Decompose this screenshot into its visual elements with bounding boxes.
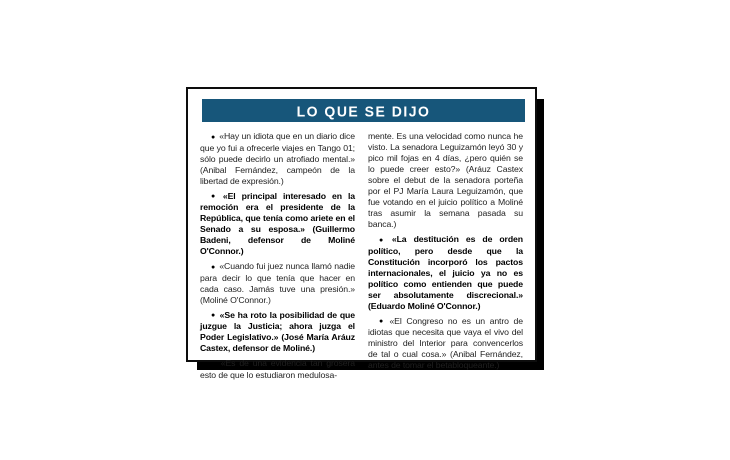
clipping-title: LO QUE SE DIJO [296, 102, 431, 119]
quote-paragraph [200, 358, 355, 381]
bullet-icon: ● [211, 263, 216, 271]
clipping-title-bar [202, 99, 525, 122]
quote-text: «Hay un idiota que en un diario dice que yo fui a ofrecerle viajes en Tango 01; sólo puede decirlo un atrofiado mental.» (Anibal Fernández, campeón de la libertad de expresión.) [200, 131, 355, 186]
clipping-body [200, 131, 523, 385]
quote-text: «Se ha roto la posibilidad de que juzgue la Justicia; ahora juzga el Poder Legislativo.» (José María Aráuz Castex, defensor de Moliné.) [200, 309, 355, 353]
bullet-icon: ● [211, 312, 216, 319]
quote-text: mente. Es una velocidad como nunca he visto. La senadora Leguizamón leyó 30 y pico mil fojas en 4 días, ¿pero quién se lo puede creer esto?» (Aráuz Castex sobre el debut de la senadora porteña por el PJ María Laura Leguizamón, que fue votando en el juicio político a Moliné tras asumir la semana pasada su banca.) [368, 131, 523, 229]
quote-paragraph [200, 261, 355, 306]
quote-paragraph [368, 131, 523, 230]
bullet-icon: ● [211, 360, 217, 368]
quote-text: «La destitución es de orden político, pero desde que la Constitución incorporó los pactos internacionales, el juicio ya no es político como entienden que puede ser absolutamente discrecional.» (Eduardo Moliné O'Connor.) [368, 234, 523, 311]
quote-paragraph [200, 131, 355, 187]
text-column-left [200, 131, 355, 385]
quote-paragraph [368, 234, 523, 312]
quote-paragraph [200, 191, 355, 258]
bullet-icon: ● [379, 318, 386, 325]
bullet-icon: ● [379, 236, 388, 244]
quote-text: «El Congreso no es un antro de idiotas que necesita que vaya el vivo del ministro del Interior para convencerlos de tal o cual cosa.» (Anibal Fernández, antes de tomar el betabloqueante.) [368, 315, 523, 370]
text-column-right [368, 131, 523, 385]
quote-text: «Cuando fui juez nunca llamó nadie para decir lo que tenía que hacer en cada caso. Jamás tuve una presión.» (Moliné O'Connor.) [200, 261, 355, 305]
quote-paragraph [368, 316, 523, 372]
bullet-icon: ● [211, 193, 219, 200]
news-clipping [186, 87, 537, 380]
quote-text: «Es de una evidencia tan grosera esto de que lo estudiaron medulosa- [200, 358, 355, 380]
quote-text: «El principal interesado en la remoción era el presidente de la República, que tenía como ariete en el Senado a su esposa.» (Guillermo Badeni, defensor de Moliné O'Connor.) [200, 190, 355, 256]
quote-paragraph [200, 310, 355, 355]
bullet-icon: ● [211, 133, 216, 141]
